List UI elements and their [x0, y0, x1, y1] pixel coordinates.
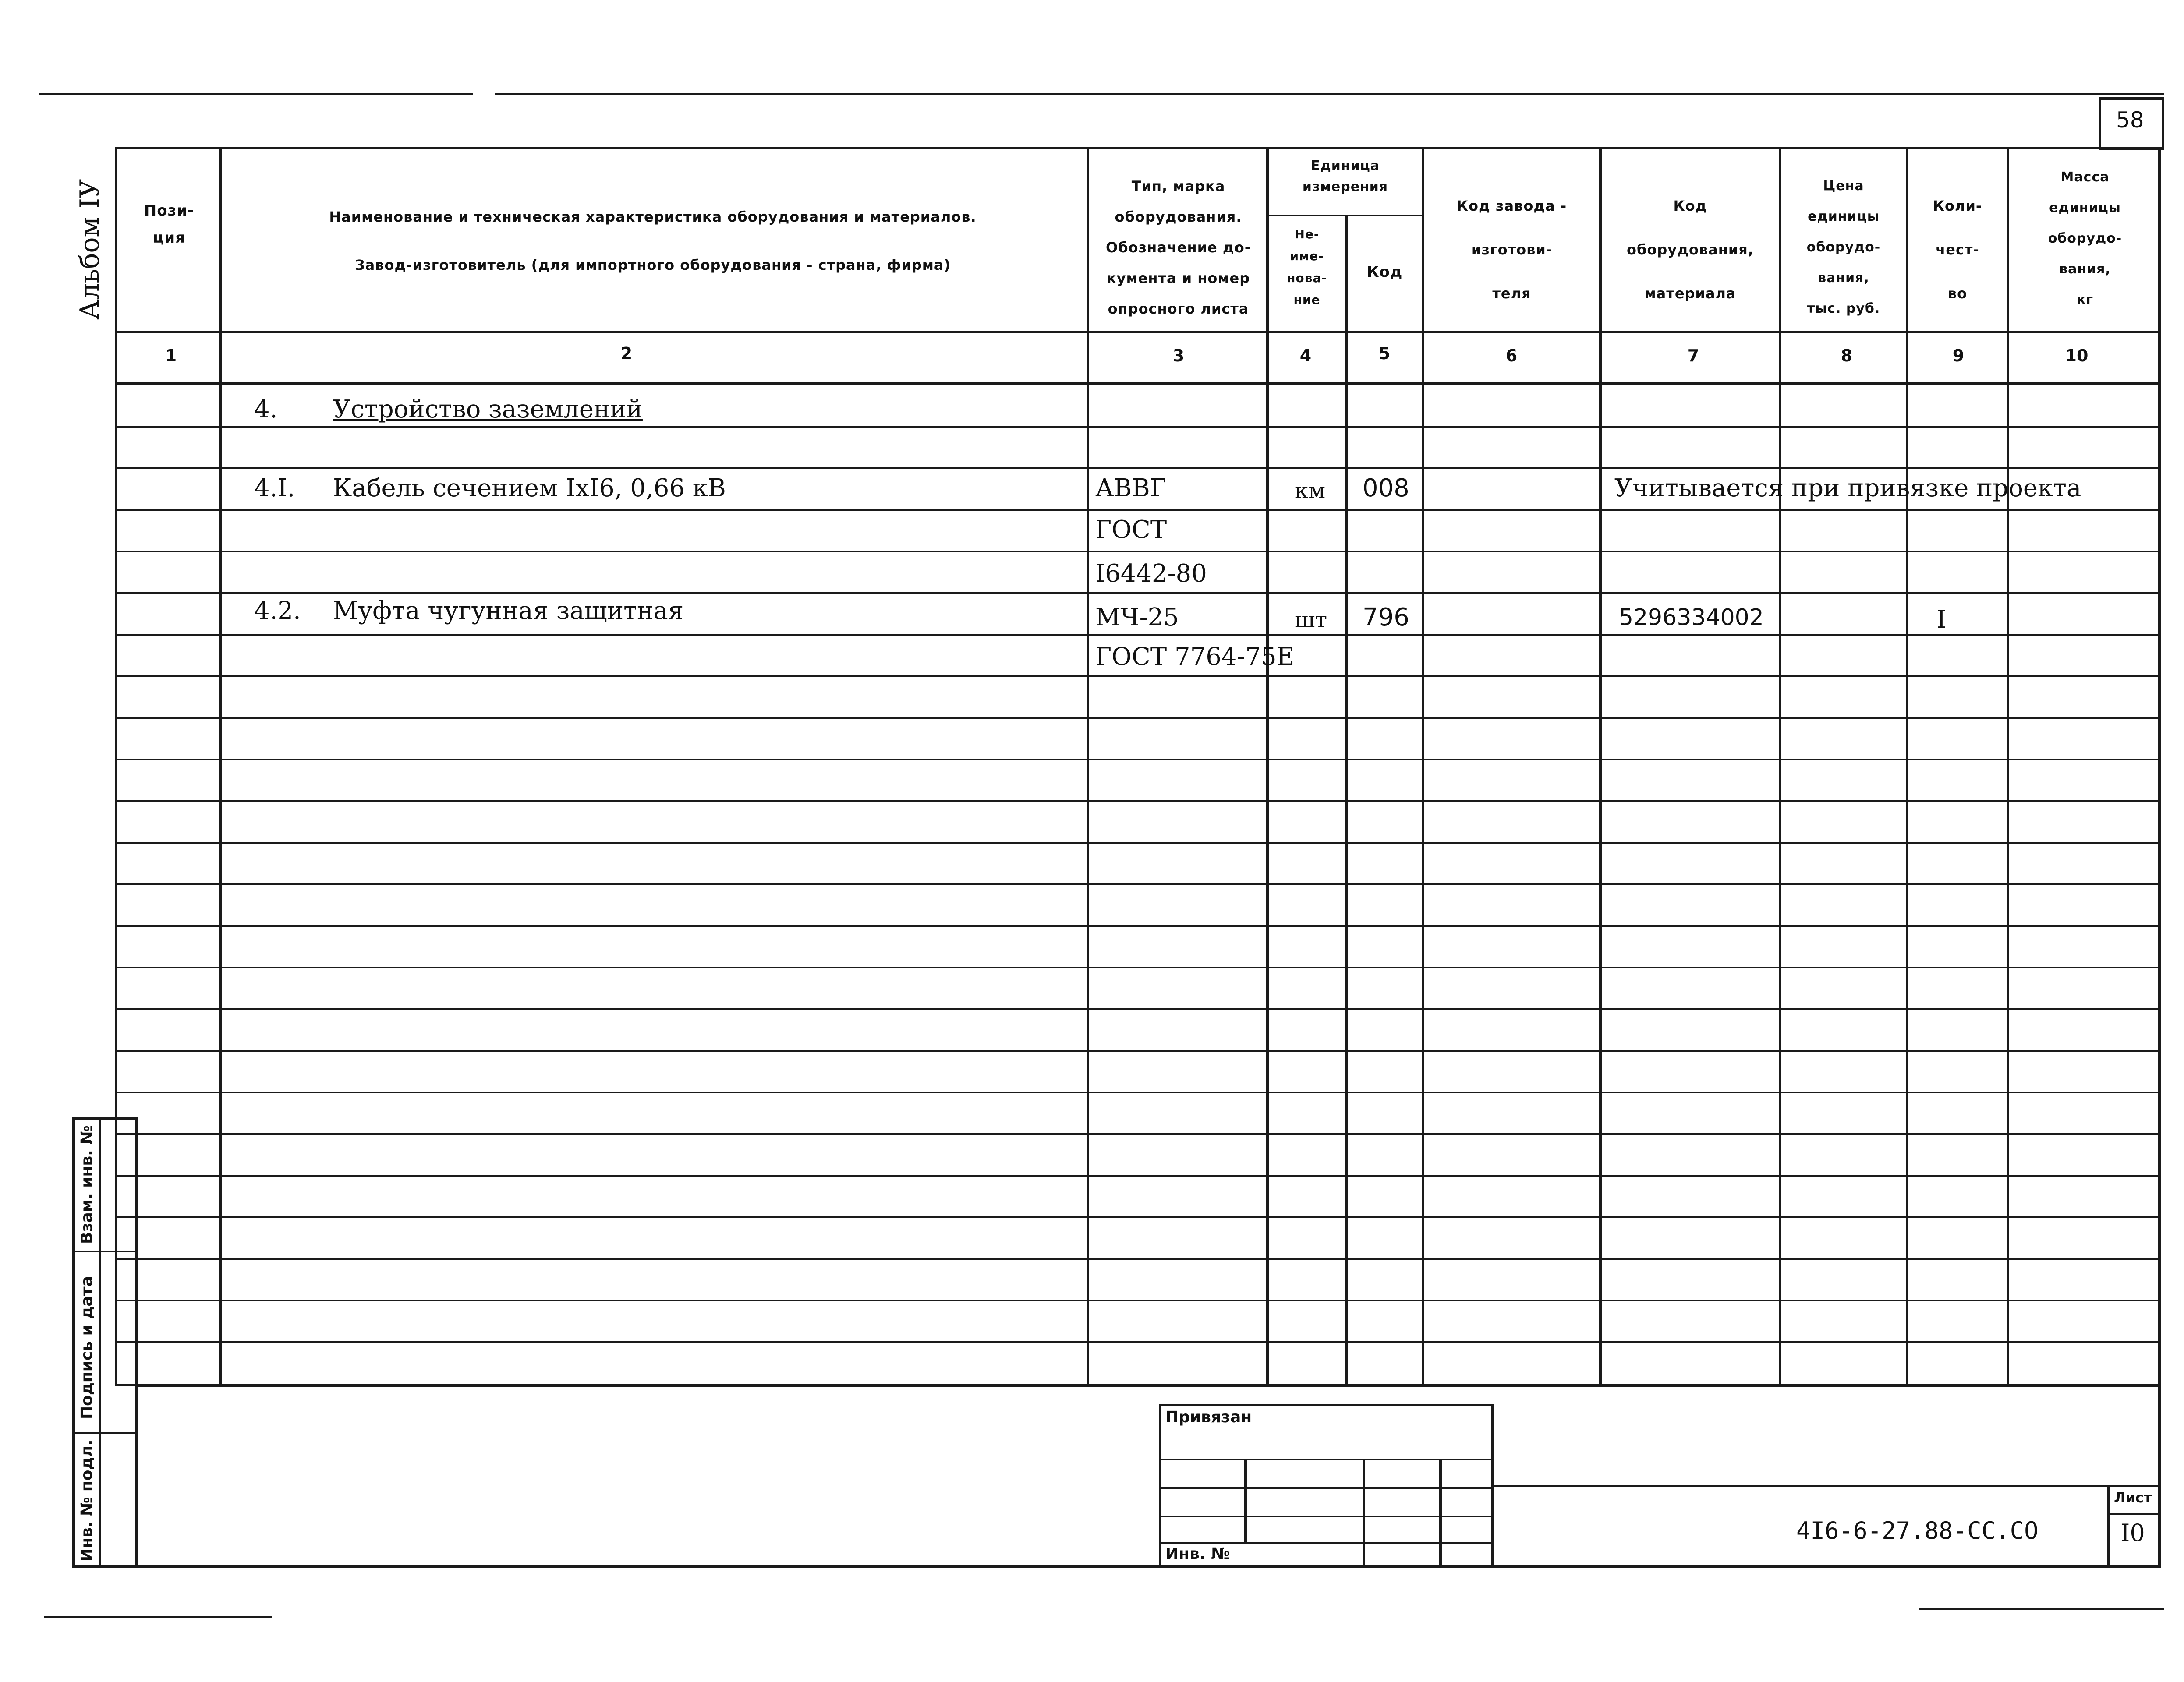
privyazan-col-2	[1363, 1459, 1365, 1568]
sheet-box-divider	[2107, 1513, 2161, 1515]
table-row-line	[115, 551, 2161, 552]
row-4-2-unit-code: 796	[1363, 603, 1409, 632]
col-line-5	[1422, 147, 1424, 1386]
row-4-2-equipment-code: 5296334002	[1619, 604, 1764, 631]
row-4-2-type-line2: ГОСТ 7764-75Е	[1095, 643, 1295, 671]
table-row-line	[115, 1300, 2161, 1301]
row-4-position: 4.	[254, 395, 278, 424]
table-row-line	[115, 925, 2161, 927]
header-type: Тип, марка оборудования. Обозначение до- кумента и номер опросного листа	[1106, 178, 1251, 317]
header-unit-name: Не- име- нова- ние	[1287, 227, 1327, 307]
row-4-1-unit: км	[1295, 478, 1326, 503]
table-row-line	[115, 842, 2161, 844]
header-equipment-code: Код оборудования, материала	[1627, 198, 1754, 302]
table-row-line	[115, 509, 2161, 511]
table-row-line	[115, 759, 2161, 760]
row-4-1-position: 4.I.	[254, 474, 295, 502]
row-4-2-quantity: I	[1936, 605, 1947, 634]
row-4-2-name: Муфта чугунная защитная	[333, 597, 684, 625]
row-4-1-type: АВВГ	[1095, 474, 1166, 502]
table-row-line	[115, 1341, 2161, 1343]
colnum-3: 3	[1172, 346, 1185, 365]
title-block-code-line	[1494, 1485, 2161, 1487]
table-row-line	[115, 967, 2161, 968]
privyazan-col-3	[1439, 1459, 1442, 1568]
table-row-line	[115, 1008, 2161, 1010]
colnum-10: 10	[2065, 346, 2088, 365]
privyazan-row-2	[1159, 1487, 1494, 1489]
col-line-9	[2007, 147, 2009, 1386]
row-4-2-unit: шт	[1295, 607, 1327, 633]
header-unit-code: Код	[1366, 263, 1403, 281]
col-line-6	[1599, 147, 1602, 1386]
colnum-9: 9	[1952, 346, 1965, 365]
document-code: 4I6-6-27.88-СС.СО	[1796, 1517, 2039, 1544]
col-line-8	[1906, 147, 1908, 1386]
colnum-7: 7	[1687, 346, 1699, 365]
scan-edge-bottom-right	[1919, 1608, 2164, 1610]
header-bottom-line	[115, 331, 2161, 333]
table-row-line	[115, 1092, 2161, 1093]
side-stamp-podpis: Подпись и дата	[78, 1276, 96, 1419]
colnum-2: 2	[620, 344, 633, 363]
inv-no-label: Инв. №	[1165, 1545, 1230, 1563]
privyazan-col-1	[1244, 1459, 1247, 1542]
header-mass: Масса единицы оборудо- вания, кг	[2048, 170, 2122, 307]
page-number: 58	[2116, 107, 2144, 133]
scan-edge-bottom-left	[44, 1616, 272, 1618]
colnum-5: 5	[1378, 344, 1391, 363]
header-price: Цена единицы оборудо- вания, тыс. руб.	[1806, 178, 1881, 316]
table-row-line	[115, 467, 2161, 469]
table-row-line	[115, 1216, 2161, 1218]
side-stamp-inv: Инв. № подл.	[78, 1439, 96, 1562]
side-stamp-vzam: Взам. инв. №	[78, 1125, 96, 1244]
row-4-1-unit-code: 008	[1363, 474, 1409, 502]
table-row-line	[115, 717, 2161, 719]
table-row-line	[115, 800, 2161, 802]
header-factory-code: Код завода - изготови- теля	[1456, 198, 1567, 302]
header-name: Наименование и техническая характеристика оборудования и материалов. Завод-изготовитель (для импортного оборудования - страна, фирма)	[329, 208, 977, 273]
row-4-2-position: 4.2.	[254, 597, 301, 625]
privyazan-row-1	[1159, 1459, 1494, 1460]
privyazan-label: Привязан	[1165, 1408, 1252, 1426]
colnum-4: 4	[1299, 346, 1312, 365]
table-row-line	[115, 1175, 2161, 1177]
table-row-line	[115, 1050, 2161, 1052]
sheet-number: I0	[2120, 1519, 2145, 1547]
row-4-1-type-line2: ГОСТ	[1095, 516, 1167, 544]
col-line-3	[1266, 147, 1269, 1386]
sheet-label: Лист	[2114, 1489, 2152, 1506]
table-row-line	[115, 1133, 2161, 1135]
row-4-1-name: Кабель сечением IxI6, 0,66 кВ	[333, 474, 726, 502]
row-4-name: Устройство заземлений	[333, 395, 643, 424]
col-line-1	[219, 147, 222, 1386]
album-label: Альбом IУ	[74, 179, 105, 320]
side-stamp-divider-2	[72, 1432, 138, 1434]
row-4-2-type: МЧ-25	[1095, 603, 1179, 632]
colnum-6: 6	[1505, 346, 1518, 365]
side-stamp-divider-1	[72, 1251, 138, 1252]
header-position: Пози- ция	[144, 202, 195, 247]
unit-group-divider	[1266, 215, 1422, 216]
colnum-8: 8	[1841, 346, 1853, 365]
table-row-line	[115, 1258, 2161, 1260]
colnum-bottom-line	[115, 382, 2161, 385]
row-4-1-note: Учитывается при привязке проекта	[1614, 474, 2081, 502]
table-row-line	[115, 883, 2161, 885]
colnum-1: 1	[165, 346, 177, 365]
side-stamp-inner-line	[99, 1117, 101, 1568]
col-line-2	[1087, 147, 1089, 1386]
header-quantity: Коли- чест- во	[1933, 198, 1982, 302]
table-row-line	[115, 675, 2161, 677]
privyazan-row-3	[1159, 1516, 1494, 1517]
privyazan-row-4	[1159, 1542, 1494, 1544]
col-line-7	[1779, 147, 1781, 1386]
sheet-box-line	[2107, 1485, 2110, 1568]
header-unit-group: Единица измерения	[1302, 158, 1388, 194]
scan-edge-top-right	[495, 93, 2164, 95]
row-4-1-type-line3: I6442-80	[1095, 559, 1207, 588]
scan-edge-top-left	[39, 93, 473, 95]
